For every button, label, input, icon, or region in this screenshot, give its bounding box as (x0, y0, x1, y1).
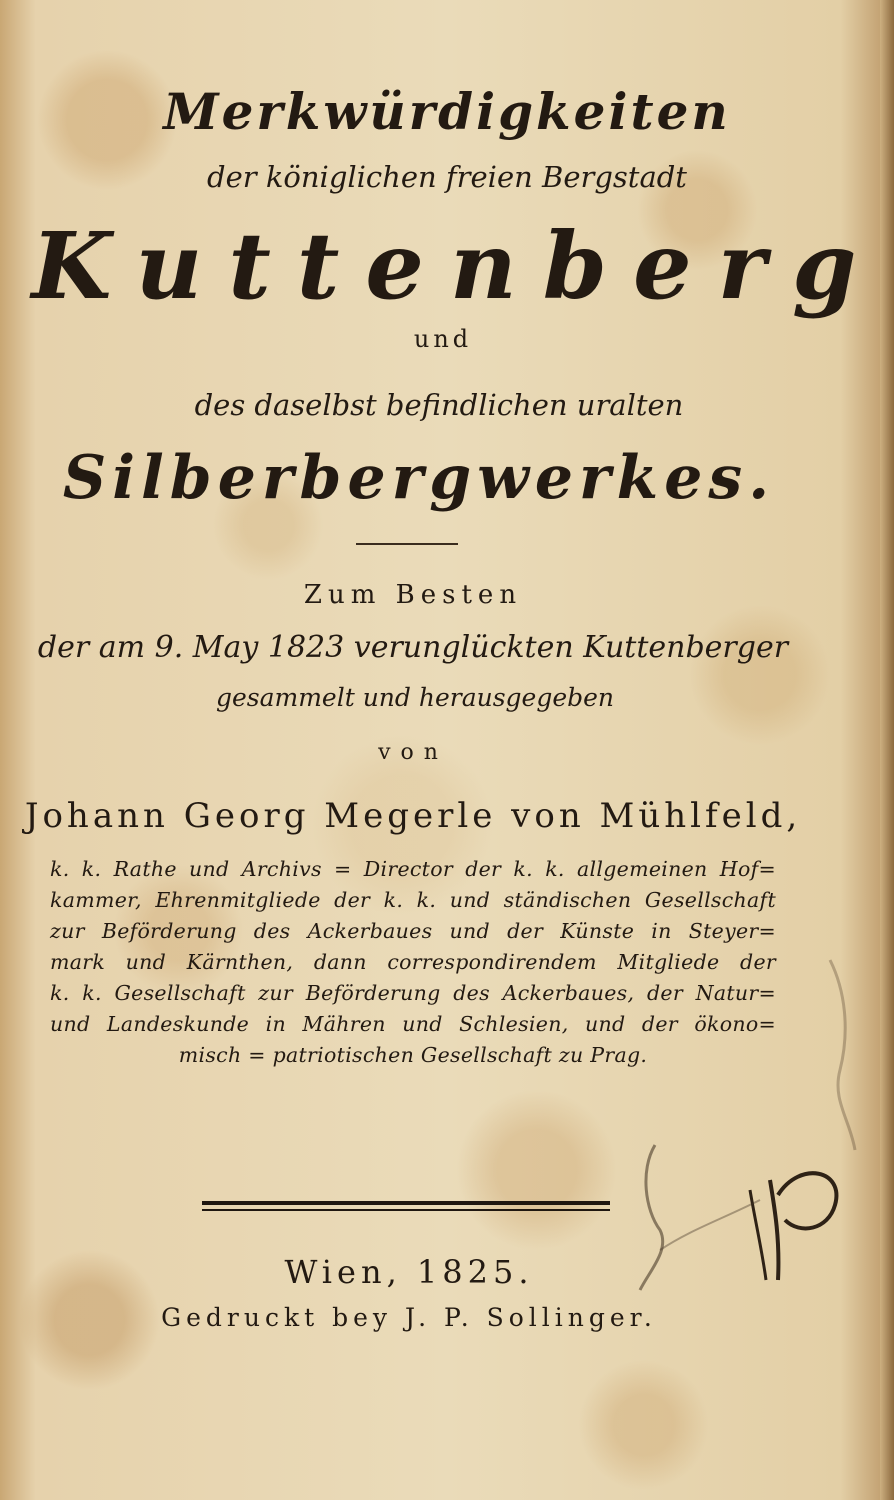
imprint-place-year: Wien, 1825. (284, 1253, 534, 1291)
divider-thick (202, 1201, 610, 1211)
author-title-line: k. k. Rathe und Archivs = Director der k. k. allgemeinen Hof= (50, 857, 776, 881)
author-title-line: k. k. Gesellschaft zur Beförderung des Ackerbaues, der Natur= (50, 981, 776, 1005)
title-line-6: Silberbergwerkes. (62, 443, 776, 513)
dedication-line-2: der am 9. May 1823 verunglückten Kuttenberger (37, 630, 789, 665)
author-title-line: misch = patriotischen Gesellschaft zu Prag. (178, 1043, 648, 1067)
title-conjunction: und (413, 325, 473, 353)
title-line-5: des daselbst befindlichen uralten (194, 388, 684, 422)
author-title-line: und Landeskunde in Mähren und Schlesien, und der ökono= (50, 1012, 776, 1036)
dedication-line-1: Zum Besten (303, 580, 523, 610)
author-title-line: zur Beförderung des Ackerbaues und der Künste in Steyer= (50, 919, 776, 943)
author-name: Johann Georg Megerle von Mühlfeld, (24, 796, 802, 836)
author-title-line: mark und Kärnthen, dann correspondirendem Mitgliede der (50, 950, 776, 974)
title-line-1: Merkwürdigkeiten (163, 82, 731, 141)
title-main-word: Kuttenberg (31, 212, 883, 320)
author-title-line: kammer, Ehrenmitgliede der k. k. und ständischen Gesellschaft (50, 888, 776, 912)
imprint-printer: Gedruckt bey J. P. Sollinger. (161, 1303, 657, 1332)
divider-short (356, 543, 458, 545)
handwritten-annotation (600, 950, 870, 1330)
author-preposition: von (378, 740, 448, 765)
dedication-line-3: gesammelt und herausgegeben (215, 683, 615, 712)
title-line-2: der königlichen freien Bergstadt (207, 160, 687, 194)
